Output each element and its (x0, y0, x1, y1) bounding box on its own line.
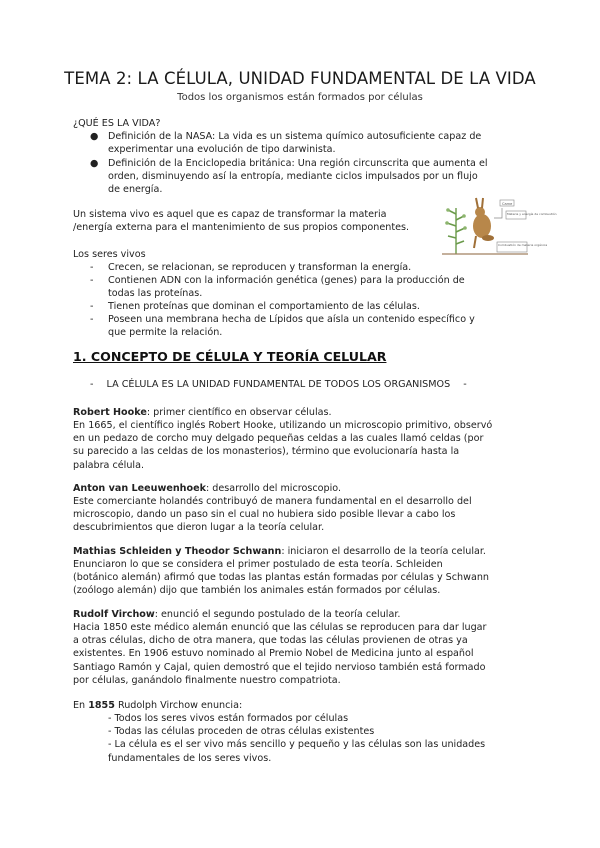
diagram-label-4: Combustión de materia orgánica (498, 243, 548, 247)
hooke-desc: : primer científico en observar células. (146, 407, 332, 418)
page-title: TEMA 2: LA CÉLULA, UNIDAD FUNDAMENTAL DE LA VIDA (64, 69, 536, 88)
que-es-heading: ¿QUÉ ES LA VIDA? (73, 118, 161, 129)
postulates-list (108, 712, 528, 765)
virchow-heading (73, 608, 528, 621)
dash-marker: - (90, 379, 94, 390)
leeuw-paragraph (73, 495, 528, 535)
dash-line-text: LA CÉLULA ES LA UNIDAD FUNDAMENTAL DE TODOS LOS ORGANISMOS (106, 379, 451, 390)
hooke-paragraph (73, 419, 528, 472)
dash-line (90, 379, 467, 390)
virchow-enuncia (73, 699, 528, 712)
paragraph-line: En 1665, el científico inglés Robert Hooke, utilizando un microscopio primitivo, observó (73, 420, 493, 431)
schleiden-desc: : iniciaron el desarrollo de la teoría celular. (281, 546, 486, 557)
paragraph-line: microscopio, dando un paso sin el cual no hubiera sido posible llevar a cabo los (73, 509, 456, 521)
virchow-name: Rudolf Virchow (73, 609, 155, 620)
paragraph-line: por células, ganándolo finalmente nuestro compatriota. (73, 674, 341, 686)
sistema-line: Un sistema vivo es aquel que es capaz de transformar la materia (73, 209, 387, 220)
virchow-desc: : enunció el segundo postulado de la teoría celular. (154, 609, 401, 620)
seres-line: Contienen ADN con la información genética (genes) para la producción de (108, 275, 465, 286)
schleiden-name: Mathias Schleiden y Theodor Schwann (73, 546, 282, 557)
paragraph-line: en un pedazo de corcho muy delgado pequeñas celdas a las cuales llamó celdas (por (73, 433, 484, 445)
leeuw-desc: : desarrollo del microscopio. (205, 483, 341, 494)
paragraph-line: descubrimientos que dieron lugar a la teoría celular. (73, 522, 325, 534)
schleiden-paragraph (73, 558, 528, 598)
bullet-line: Definición de la Enciclopedia británica: Una región circunscrita que aumenta el (108, 158, 488, 169)
dash-marker: - (90, 314, 94, 325)
leeuw-heading (73, 482, 528, 495)
seres-item (108, 300, 528, 313)
section-heading: 1. CONCEPTO DE CÉLULA Y TEORÍA CELULAR (73, 349, 387, 364)
paragraph-line: Este comerciante holandés contribuyó de manera fundamental en el desarrollo del (73, 496, 472, 507)
paragraph-line: a otras células, dicho de otra manera, que todas las células provienen de otras ya (73, 635, 468, 647)
seres-line: todas las proteínas. (108, 288, 203, 300)
paragraph-line: palabra célula. (73, 459, 144, 471)
schleiden-heading (73, 545, 528, 558)
bullet-dot: ● (90, 131, 99, 142)
bullet-line: Definición de la NASA: La vida es un sistema químico autosuficiente capaz de (108, 131, 482, 142)
seres-line: Poseen una membrana hecha de Lípidos que aísla un contenido específico y (108, 314, 475, 325)
seres-line: que permite la relación. (108, 327, 223, 339)
postulate-item: - La célula es el ser vivo más sencillo y pequeño y las células son las unidades (108, 739, 486, 751)
bullet-line: experimentar una evolución de tipo darwinista. (108, 144, 336, 156)
postulate-item: - Todas las células proceden de otras células existentes (108, 726, 375, 738)
seres-line: Tienen proteínas que dominan el comportamiento de las células. (108, 301, 420, 312)
diagram-label-0: Carne (502, 202, 513, 206)
paragraph-line: su parecido a las celdas de los monasterios), término que evolucionaría hasta la (73, 446, 460, 458)
paragraph-line: Santiago Ramón y Cajal, quien demostró que el tejido nervioso también está formado (73, 661, 486, 673)
sistema-vivo-text (73, 208, 443, 234)
paragraph-line: existentes. En 1906 estuvo nominado al Premio Nobel de Medicina junto al español (73, 648, 474, 660)
en-suffix: Rudolph Virchow enuncia: (114, 700, 243, 711)
dash-marker: - (463, 379, 467, 390)
arrow-icon (494, 208, 502, 218)
hooke-heading (73, 406, 528, 419)
dash-marker: - (90, 301, 94, 312)
seres-item (108, 313, 528, 339)
bullet-britannica (108, 157, 528, 197)
paragraph-line: Enunciaron lo que se considera el primer postulado de esta teoría. Schleiden (73, 559, 443, 570)
en-prefix: En (73, 700, 89, 711)
postulate-item: fundamentales de los seres vivos. (108, 752, 272, 764)
page-subtitle: Todos los organismos están formados por células (177, 92, 423, 103)
postulate-item: - Todos los seres vivos están formados por células (108, 713, 349, 724)
sistema-line: /energía externa para el mantenimiento de sus propios componentes. (73, 222, 410, 234)
seres-heading: Los seres vivos (73, 249, 146, 260)
bullet-line: de energía. (108, 184, 163, 196)
paragraph-line: (zoólogo alemán) dijo que también los animales están formados por células. (73, 585, 441, 597)
seres-item (108, 261, 528, 274)
virchow-paragraph (73, 621, 528, 687)
diagram-label-1: Materia y energía de combustión (507, 212, 557, 216)
seres-item (108, 274, 528, 300)
bullet-dot: ● (90, 158, 99, 169)
paragraph-line: Hacia 1850 este médico alemán enunció que las células se reproducen para dar lugar (73, 622, 487, 633)
seres-line: Crecen, se relacionan, se reproducen y transforman la energía. (108, 262, 412, 273)
leeuw-name: Anton van Leeuwenhoek (73, 483, 206, 494)
en-year: 1855 (88, 700, 115, 711)
hooke-name: Robert Hooke (73, 407, 147, 418)
bullet-nasa (108, 130, 528, 156)
paragraph-line: (botánico alemán) afirmó que todas las plantas están formadas por células y Schwann (73, 572, 490, 584)
rabbit-icon (473, 198, 494, 248)
bullet-line: orden, disminuyendo así la entropía, mediante ciclos impulsados por un flujo (108, 171, 478, 183)
dash-marker: - (90, 275, 94, 286)
dash-marker: - (90, 262, 94, 273)
